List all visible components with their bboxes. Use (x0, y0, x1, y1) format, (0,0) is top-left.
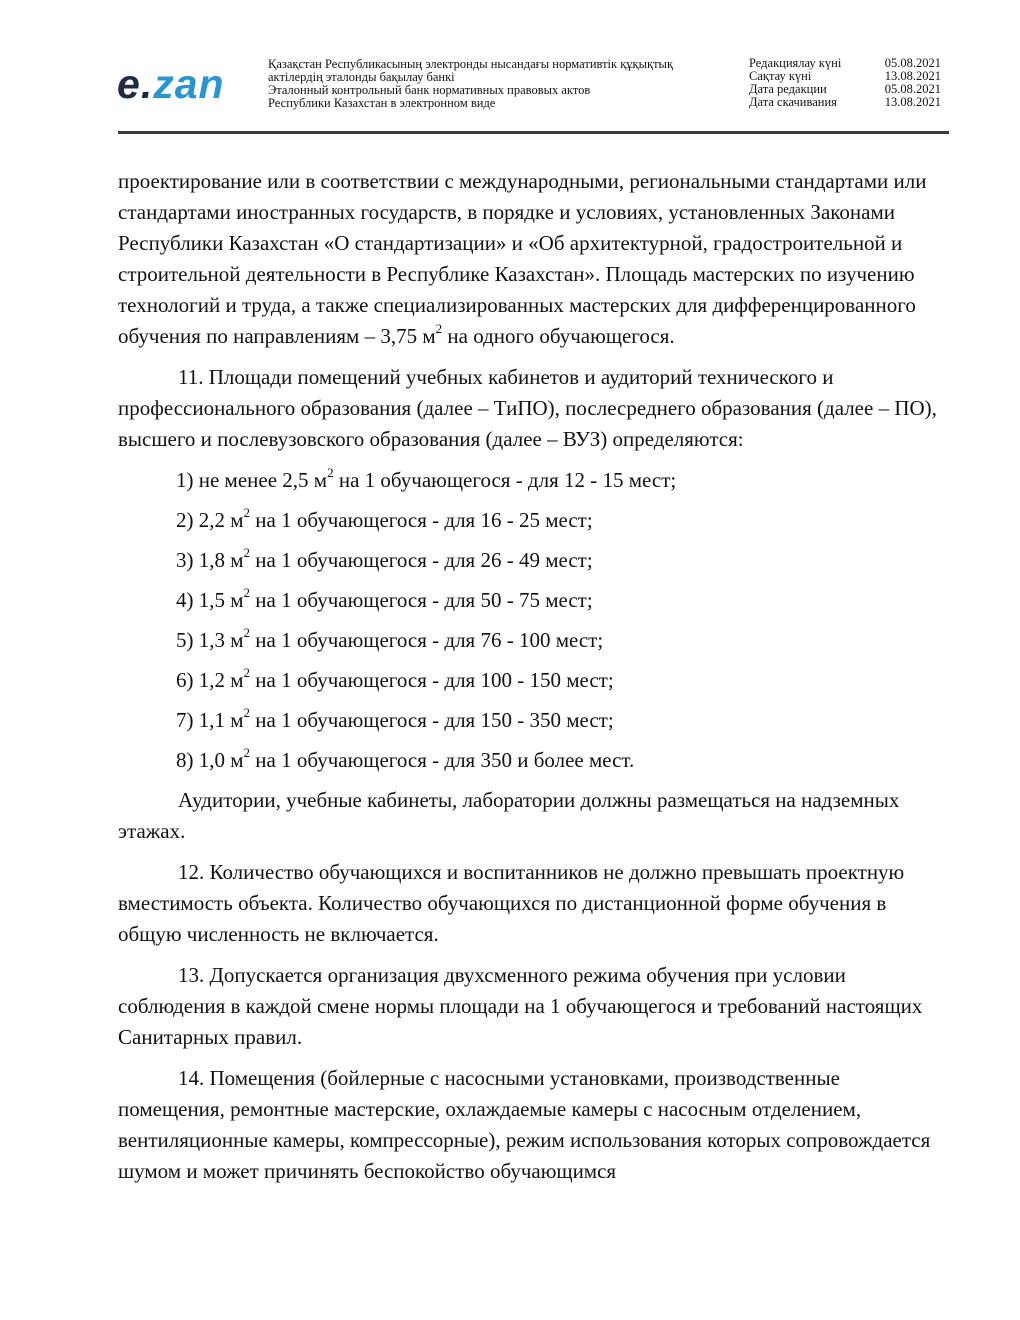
paragraph-13: 13. Допускается организация двухсменного режима обучения при условии соблюдения в каждой смене нормы площади на 1 обучающегося и требований настоящих Санитарных правил. (118, 963, 923, 1049)
logo-word-zan: zan (153, 61, 225, 107)
header-divider (118, 131, 949, 134)
list-item-text: на 1 обучающегося - для 12 - 15 мест; (333, 468, 677, 492)
superscript: 2 (243, 705, 251, 720)
list-item-area: 8) 1,0 м (176, 748, 244, 772)
header-line-3: Эталонный контрольный банк нормативных правовых актов (268, 83, 591, 97)
logo-letter-e: e (117, 61, 141, 107)
meta-label: Дата скачивания (749, 95, 837, 109)
list-item-text: на 1 обучающегося - для 350 и более мест. (250, 748, 635, 772)
paragraph-14: 14. Помещения (бойлерные с насосными установками, производственные помещения, ремонтные мастерские, охлаждаемые камеры с насосным отделением, вентиляционные камеры, компрессорные), режим использования которых сопровождается шумом и может причинять беспокойство обучающимся (118, 1066, 931, 1183)
meta-value: 05.08.2021 (884, 56, 941, 70)
header-bank-title (268, 58, 728, 110)
paragraph-11: 11. Площади помещений учебных кабинетов и аудиторий технического и профессионального образования (далее – ТиПО), послесреднего образования (далее – ПО), высшего и послевузовского образования (далее – ВУЗ) определяются: (118, 365, 937, 451)
meta-label: Редакциялау күні (749, 56, 842, 70)
list-item-area: 7) 1,1 м (176, 708, 244, 732)
superscript: 2 (435, 321, 443, 336)
list-item-2 (118, 505, 938, 536)
list-item-area: 3) 1,8 м (176, 548, 244, 572)
list-item-3 (118, 545, 938, 576)
meta-row-download-date (749, 96, 941, 109)
meta-label: Сақтау күні (749, 69, 812, 83)
list-item-text: на 1 обучающегося - для 50 - 75 мест; (250, 588, 593, 612)
meta-value: 05.08.2021 (884, 82, 941, 96)
superscript: 2 (243, 505, 251, 520)
list-item-area: 6) 1,2 м (176, 668, 244, 692)
list-item-7 (118, 705, 938, 736)
list-item-8 (118, 745, 938, 776)
paragraph-text-end: на одного обучающегося. (442, 324, 675, 348)
header-line-4: Республики Казахстан в электронном виде (268, 96, 496, 110)
list-item-area: 1) не менее 2,5 м (176, 468, 328, 492)
list-item-text: на 1 обучающегося - для 26 - 49 мест; (250, 548, 593, 572)
meta-label: Дата редакции (749, 82, 827, 96)
list-item-text: на 1 обучающегося - для 76 - 100 мест; (250, 628, 604, 652)
meta-value: 13.08.2021 (884, 69, 941, 83)
list-item-1 (118, 465, 938, 496)
header-line-2: актілердің эталонды бақылау банкі (268, 70, 455, 84)
paragraph-auditoriums: Аудитории, учебные кабинеты, лаборатории должны размещаться на надземных этажах. (118, 788, 900, 843)
superscript: 2 (243, 665, 251, 680)
list-item-6 (118, 665, 938, 696)
document-body (118, 166, 938, 1197)
header-dates (749, 57, 941, 109)
list-item-text: на 1 обучающегося - для 100 - 150 мест; (250, 668, 614, 692)
superscript: 2 (243, 585, 251, 600)
paragraph-continuation (118, 166, 938, 352)
list-item-4 (118, 585, 938, 616)
list-item-text: на 1 обучающегося - для 16 - 25 мест; (250, 508, 593, 532)
ezan-logo (117, 62, 225, 106)
list-item-area: 2) 2,2 м (176, 508, 244, 532)
superscript: 2 (243, 625, 251, 640)
meta-value: 13.08.2021 (884, 95, 941, 109)
header-line-1: Қазақстан Республикасының электронды нысандағы нормативтік құқықтық (268, 57, 674, 71)
list-item-area: 4) 1,5 м (176, 588, 244, 612)
logo-dot: . (140, 61, 154, 107)
superscript: 2 (243, 745, 251, 760)
paragraph-12: 12. Количество обучающихся и воспитанников не должно превышать проектную вместимость объекта. Количество обучающихся по дистанционной форме обучения в общую численность не включается. (118, 860, 905, 946)
list-item-text: на 1 обучающегося - для 150 - 350 мест; (250, 708, 614, 732)
paragraph-text: проектирование или в соответствии с международными, региональными стандартами или стандартами иностранных государств, в порядке и условиях, установленных Законами Республики Казахстан «О стандартизации» и «Об архитектурной, градостроительной и строительной деятельности в Республике Казахстан». Площадь мастерских по изучению технологий и труда, а также специализированных мастерских для дифференцированного обучения по направлениям – 3,75 м (118, 169, 927, 348)
list-item-area: 5) 1,3 м (176, 628, 244, 652)
list-item-5 (118, 625, 938, 656)
superscript: 2 (243, 545, 251, 560)
superscript: 2 (327, 465, 334, 480)
